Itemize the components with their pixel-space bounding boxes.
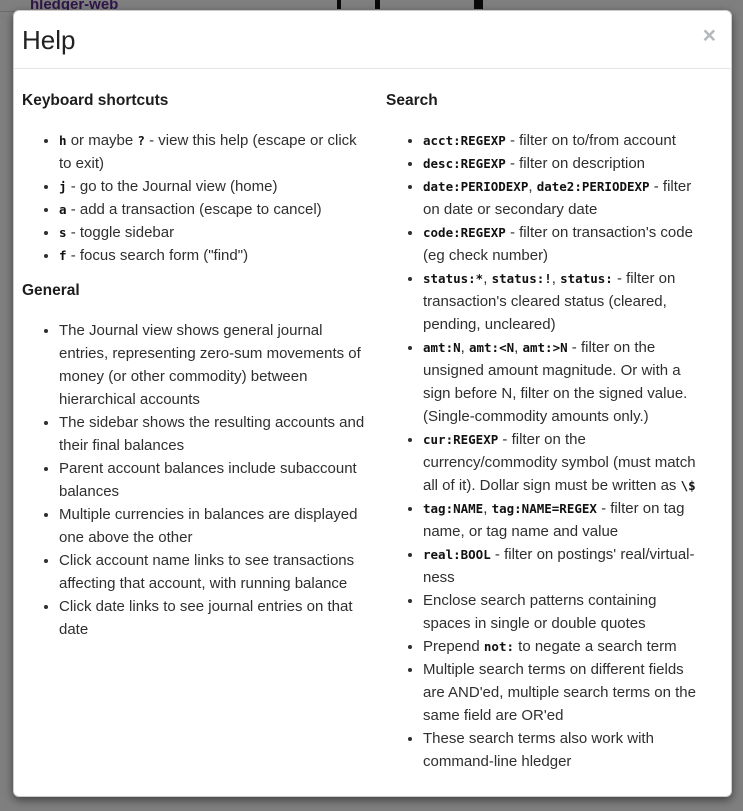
- list-item: • The sidebar shows the resulting accounts and their final balances: [59, 411, 368, 457]
- help-modal: [13, 10, 732, 797]
- code-inline: amt:>N: [522, 340, 568, 355]
- bullet-list: [22, 319, 368, 641]
- modal-header: [14, 11, 731, 69]
- list-item: • These search terms also work with command-line hledger: [423, 727, 707, 773]
- code-inline: not:: [483, 639, 514, 654]
- list-item: • f - focus search form ("find"): [59, 244, 368, 267]
- code-inline: date2:PERIODEXP: [536, 179, 650, 194]
- list-item: • status:*, status:!, status: - filter on transaction's cleared status (cleared, pending, uncleared): [423, 267, 707, 336]
- code-inline: desc:REGEXP: [423, 156, 506, 171]
- code-inline: date:PERIODEXP: [423, 179, 529, 194]
- code-inline: f: [59, 248, 67, 263]
- code-inline: status:*: [423, 271, 484, 286]
- list-item: • cur:REGEXP - filter on the currency/commodity symbol (must match all of it). Dollar sign must be written as \$: [423, 428, 707, 497]
- list-item: • j - go to the Journal view (home): [59, 175, 368, 198]
- list-item: • acct:REGEXP - filter on to/from account: [423, 129, 707, 152]
- help-column-left: [22, 77, 386, 773]
- code-inline: a: [59, 202, 67, 217]
- code-inline: status:!: [491, 271, 552, 286]
- section-heading: Keyboard shortcuts: [22, 92, 169, 109]
- code-inline: ?: [137, 133, 145, 148]
- code-inline: tag:NAME: [423, 501, 484, 516]
- list-item: • Multiple search terms on different fields are AND'ed, multiple search terms on the same field are OR'ed: [423, 658, 707, 727]
- section-heading: Search: [386, 92, 438, 109]
- list-item: • Click date links to see journal entries on that date: [59, 595, 368, 641]
- list-item: • desc:REGEXP - filter on description: [423, 152, 707, 175]
- list-item: • amt:N, amt:<N, amt:>N - filter on the unsigned amount magnitude. Or with a sign before N, filter on the signed value. (Single-commodity amounts only.): [423, 336, 707, 428]
- code-inline: acct:REGEXP: [423, 133, 506, 148]
- close-icon[interactable]: ×: [702, 22, 716, 48]
- list-item: • a - add a transaction (escape to cancel): [59, 198, 368, 221]
- bullet-list: [386, 129, 707, 773]
- help-column-right: [386, 77, 723, 773]
- list-item: • Parent account balances include subaccount balances: [59, 457, 368, 503]
- modal-body: [14, 69, 731, 803]
- code-inline: real:BOOL: [423, 547, 491, 562]
- bullet-list: [22, 129, 368, 267]
- modal-title: Help: [22, 25, 76, 55]
- list-item: • tag:NAME, tag:NAME=REGEX - filter on tag name, or tag name and value: [423, 497, 707, 543]
- code-inline: s: [59, 225, 67, 240]
- list-item: • date:PERIODEXP, date2:PERIODEXP - filter on date or secondary date: [423, 175, 707, 221]
- list-item: • The Journal view shows general journal entries, representing zero-sum movements of money (or other commodity) between hierarchical accounts: [59, 319, 368, 411]
- code-inline: status:: [560, 271, 613, 286]
- list-item: • h or maybe ? - view this help (escape or click to exit): [59, 129, 368, 175]
- code-inline: amt:N: [423, 340, 461, 355]
- list-item: • real:BOOL - filter on postings' real/virtual-ness: [423, 543, 707, 589]
- code-inline: tag:NAME=REGEX: [491, 501, 597, 516]
- list-item: • Prepend not: to negate a search term: [423, 635, 707, 658]
- list-item: • code:REGEXP - filter on transaction's code (eg check number): [423, 221, 707, 267]
- code-inline: amt:<N: [468, 340, 515, 355]
- list-item: • s - toggle sidebar: [59, 221, 368, 244]
- code-inline: code:REGEXP: [423, 225, 506, 240]
- code-inline: cur:REGEXP: [423, 432, 499, 447]
- code-inline: \$: [680, 478, 696, 493]
- list-item: • Multiple currencies in balances are displayed one above the other: [59, 503, 368, 549]
- section-heading: General: [22, 282, 80, 299]
- code-inline: j: [59, 179, 67, 194]
- code-inline: h: [59, 133, 67, 148]
- list-item: • Enclose search patterns containing spaces in single or double quotes: [423, 589, 707, 635]
- list-item: • Click account name links to see transactions affecting that account, with running balance: [59, 549, 368, 595]
